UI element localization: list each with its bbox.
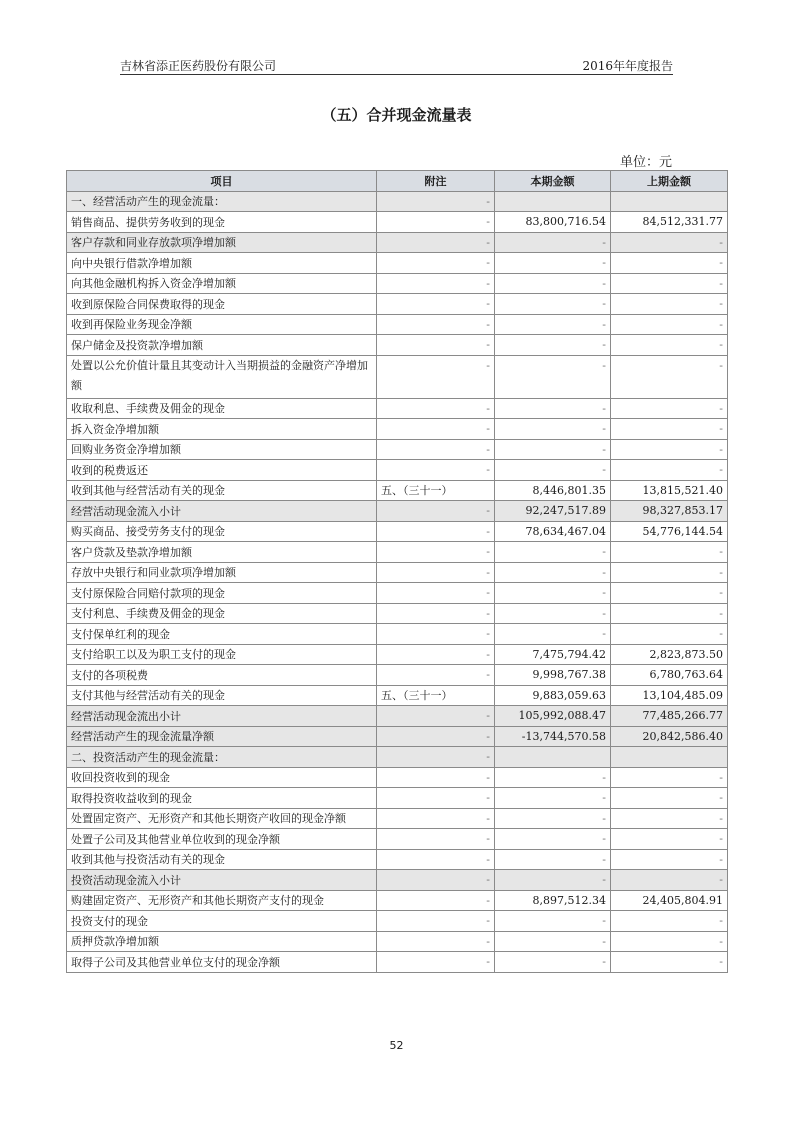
row-note: - bbox=[377, 583, 495, 604]
table-row bbox=[67, 355, 728, 398]
row-previous-amount: - bbox=[611, 542, 728, 563]
table-row bbox=[67, 212, 728, 233]
row-current-amount: 105,992,088.47 bbox=[495, 706, 611, 727]
row-note: - bbox=[377, 706, 495, 727]
table-row bbox=[67, 911, 728, 932]
row-previous-amount: - bbox=[611, 870, 728, 891]
row-previous-amount: - bbox=[611, 335, 728, 356]
row-current-amount: - bbox=[495, 562, 611, 583]
row-current-amount: - bbox=[495, 583, 611, 604]
row-note: - bbox=[377, 335, 495, 356]
table-row bbox=[67, 419, 728, 440]
row-item: 质押贷款净增加额 bbox=[67, 931, 377, 952]
row-previous-amount: 54,776,144.54 bbox=[611, 521, 728, 542]
row-note: - bbox=[377, 767, 495, 788]
table-row bbox=[67, 314, 728, 335]
row-previous-amount: - bbox=[611, 788, 728, 809]
row-current-amount: 8,446,801.35 bbox=[495, 480, 611, 501]
row-previous-amount: - bbox=[611, 355, 728, 398]
col-header-item: 项目 bbox=[67, 171, 377, 192]
row-previous-amount: - bbox=[611, 624, 728, 645]
table-row bbox=[67, 398, 728, 419]
row-item: 收回投资收到的现金 bbox=[67, 767, 377, 788]
row-current-amount: - bbox=[495, 931, 611, 952]
table-row bbox=[67, 232, 728, 253]
row-item: 经营活动现金流入小计 bbox=[67, 501, 377, 522]
row-note: - bbox=[377, 808, 495, 829]
row-item: 回购业务资金净增加额 bbox=[67, 439, 377, 460]
row-item: 收取利息、手续费及佣金的现金 bbox=[67, 398, 377, 419]
row-previous-amount: 13,104,485.09 bbox=[611, 685, 728, 706]
row-item: 支付利息、手续费及佣金的现金 bbox=[67, 603, 377, 624]
table-row bbox=[67, 460, 728, 481]
row-previous-amount: - bbox=[611, 439, 728, 460]
table-row bbox=[67, 603, 728, 624]
row-note: - bbox=[377, 191, 495, 212]
row-note: - bbox=[377, 542, 495, 563]
row-note: - bbox=[377, 232, 495, 253]
table-row bbox=[67, 583, 728, 604]
row-item: 购买商品、接受劳务支付的现金 bbox=[67, 521, 377, 542]
row-current-amount bbox=[495, 191, 611, 212]
row-item: 二、投资活动产生的现金流量： bbox=[67, 747, 377, 768]
row-current-amount: - bbox=[495, 355, 611, 398]
table-header-row bbox=[67, 171, 728, 192]
row-note: - bbox=[377, 501, 495, 522]
row-previous-amount: - bbox=[611, 314, 728, 335]
table-row bbox=[67, 767, 728, 788]
table-row bbox=[67, 890, 728, 911]
table-row bbox=[67, 273, 728, 294]
row-item: 支付其他与经营活动有关的现金 bbox=[67, 685, 377, 706]
row-note: - bbox=[377, 829, 495, 850]
row-previous-amount: 77,485,266.77 bbox=[611, 706, 728, 727]
table-row bbox=[67, 849, 728, 870]
row-note: - bbox=[377, 849, 495, 870]
row-previous-amount: - bbox=[611, 253, 728, 274]
table-row bbox=[67, 808, 728, 829]
table-row bbox=[67, 931, 728, 952]
row-previous-amount: 13,815,521.40 bbox=[611, 480, 728, 501]
row-item: 拆入资金净增加额 bbox=[67, 419, 377, 440]
row-note: - bbox=[377, 355, 495, 398]
row-current-amount: - bbox=[495, 870, 611, 891]
row-current-amount: - bbox=[495, 439, 611, 460]
row-item: 一、经营活动产生的现金流量： bbox=[67, 191, 377, 212]
row-item: 支付保单红利的现金 bbox=[67, 624, 377, 645]
table-row bbox=[67, 829, 728, 850]
row-current-amount: 9,998,767.38 bbox=[495, 665, 611, 686]
row-current-amount bbox=[495, 747, 611, 768]
row-item: 收到其他与经营活动有关的现金 bbox=[67, 480, 377, 501]
row-note: - bbox=[377, 890, 495, 911]
row-note: - bbox=[377, 931, 495, 952]
row-note: - bbox=[377, 398, 495, 419]
row-current-amount: - bbox=[495, 460, 611, 481]
row-note: - bbox=[377, 273, 495, 294]
row-item: 客户存款和同业存放款项净增加额 bbox=[67, 232, 377, 253]
cash-flow-table bbox=[66, 170, 728, 973]
row-item: 收到原保险合同保费取得的现金 bbox=[67, 294, 377, 315]
table-row bbox=[67, 480, 728, 501]
table-row bbox=[67, 521, 728, 542]
unit-label: 单位：元 bbox=[620, 155, 673, 170]
row-current-amount: - bbox=[495, 398, 611, 419]
row-current-amount: - bbox=[495, 232, 611, 253]
row-note: - bbox=[377, 788, 495, 809]
row-item: 向中央银行借款净增加额 bbox=[67, 253, 377, 274]
row-previous-amount bbox=[611, 191, 728, 212]
row-note: - bbox=[377, 870, 495, 891]
company-name: 吉林省添正医药股份有限公司 bbox=[120, 59, 277, 73]
row-item: 投资活动现金流入小计 bbox=[67, 870, 377, 891]
page-title: （五）合并现金流量表 bbox=[321, 106, 472, 124]
row-current-amount: - bbox=[495, 849, 611, 870]
row-note: - bbox=[377, 439, 495, 460]
row-item: 取得投资收益收到的现金 bbox=[67, 788, 377, 809]
row-item: 收到其他与投资活动有关的现金 bbox=[67, 849, 377, 870]
row-previous-amount: - bbox=[611, 294, 728, 315]
row-note: - bbox=[377, 747, 495, 768]
row-note: - bbox=[377, 294, 495, 315]
row-current-amount: 7,475,794.42 bbox=[495, 644, 611, 665]
row-item: 向其他金融机构拆入资金净增加额 bbox=[67, 273, 377, 294]
row-note: - bbox=[377, 624, 495, 645]
row-item: 支付给职工以及为职工支付的现金 bbox=[67, 644, 377, 665]
page-header bbox=[120, 56, 673, 75]
row-note: - bbox=[377, 460, 495, 481]
table-row bbox=[67, 439, 728, 460]
row-note: 五、（三十一） bbox=[377, 480, 495, 501]
row-item: 销售商品、提供劳务收到的现金 bbox=[67, 212, 377, 233]
table-row bbox=[67, 788, 728, 809]
row-current-amount: - bbox=[495, 335, 611, 356]
row-note: 五、（三十一） bbox=[377, 685, 495, 706]
row-note: - bbox=[377, 419, 495, 440]
row-item: 客户贷款及垫款净增加额 bbox=[67, 542, 377, 563]
row-note: - bbox=[377, 911, 495, 932]
row-note: - bbox=[377, 314, 495, 335]
row-note: - bbox=[377, 212, 495, 233]
row-previous-amount: - bbox=[611, 419, 728, 440]
row-previous-amount: - bbox=[611, 562, 728, 583]
row-previous-amount: - bbox=[611, 460, 728, 481]
row-previous-amount: - bbox=[611, 911, 728, 932]
row-note: - bbox=[377, 726, 495, 747]
row-previous-amount: - bbox=[611, 829, 728, 850]
row-note: - bbox=[377, 603, 495, 624]
table-row bbox=[67, 952, 728, 973]
row-previous-amount: - bbox=[611, 603, 728, 624]
table-row bbox=[67, 644, 728, 665]
table-row bbox=[67, 870, 728, 891]
col-header-note: 附注 bbox=[377, 171, 495, 192]
row-current-amount: 83,800,716.54 bbox=[495, 212, 611, 233]
row-item: 经营活动现金流出小计 bbox=[67, 706, 377, 727]
row-item: 保户储金及投资款净增加额 bbox=[67, 335, 377, 356]
table-row bbox=[67, 685, 728, 706]
col-header-current: 本期金额 bbox=[495, 171, 611, 192]
row-current-amount: - bbox=[495, 542, 611, 563]
row-current-amount: 9,883,059.63 bbox=[495, 685, 611, 706]
row-current-amount: - bbox=[495, 624, 611, 645]
row-current-amount: - bbox=[495, 603, 611, 624]
row-item: 存放中央银行和同业款项净增加额 bbox=[67, 562, 377, 583]
row-item: 支付的各项税费 bbox=[67, 665, 377, 686]
row-previous-amount: - bbox=[611, 398, 728, 419]
row-previous-amount bbox=[611, 747, 728, 768]
page-number: 52 bbox=[389, 1039, 404, 1052]
report-name: 2016年年度报告 bbox=[582, 59, 673, 73]
table-row bbox=[67, 335, 728, 356]
row-previous-amount: - bbox=[611, 849, 728, 870]
row-current-amount: - bbox=[495, 911, 611, 932]
table-row bbox=[67, 747, 728, 768]
row-item: 支付原保险合同赔付款项的现金 bbox=[67, 583, 377, 604]
row-previous-amount: 84,512,331.77 bbox=[611, 212, 728, 233]
row-note: - bbox=[377, 952, 495, 973]
table-row bbox=[67, 726, 728, 747]
row-previous-amount: - bbox=[611, 232, 728, 253]
row-previous-amount: 24,405,804.91 bbox=[611, 890, 728, 911]
table-row bbox=[67, 253, 728, 274]
row-current-amount: - bbox=[495, 829, 611, 850]
row-current-amount: 8,897,512.34 bbox=[495, 890, 611, 911]
table-row bbox=[67, 501, 728, 522]
row-note: - bbox=[377, 644, 495, 665]
row-item: 投资支付的现金 bbox=[67, 911, 377, 932]
table-row bbox=[67, 665, 728, 686]
row-previous-amount: - bbox=[611, 767, 728, 788]
row-previous-amount: - bbox=[611, 583, 728, 604]
table-row bbox=[67, 191, 728, 212]
row-current-amount: 92,247,517.89 bbox=[495, 501, 611, 522]
row-current-amount: - bbox=[495, 314, 611, 335]
row-previous-amount: - bbox=[611, 273, 728, 294]
table-row bbox=[67, 706, 728, 727]
table-row bbox=[67, 562, 728, 583]
row-current-amount: - bbox=[495, 808, 611, 829]
row-item: 购建固定资产、无形资产和其他长期资产支付的现金 bbox=[67, 890, 377, 911]
row-current-amount: - bbox=[495, 767, 611, 788]
row-item: 收到再保险业务现金净额 bbox=[67, 314, 377, 335]
row-item: 取得子公司及其他营业单位支付的现金净额 bbox=[67, 952, 377, 973]
row-previous-amount: - bbox=[611, 952, 728, 973]
row-previous-amount: 2,823,873.50 bbox=[611, 644, 728, 665]
col-header-previous: 上期金额 bbox=[611, 171, 728, 192]
row-previous-amount: 20,842,586.40 bbox=[611, 726, 728, 747]
row-note: - bbox=[377, 665, 495, 686]
row-previous-amount: - bbox=[611, 808, 728, 829]
row-current-amount: 78,634,467.04 bbox=[495, 521, 611, 542]
row-item: 处置以公允价值计量且其变动计入当期损益的金融资产净增加额 bbox=[67, 355, 377, 398]
table-row bbox=[67, 294, 728, 315]
row-current-amount: - bbox=[495, 273, 611, 294]
table-row bbox=[67, 542, 728, 563]
row-item: 经营活动产生的现金流量净额 bbox=[67, 726, 377, 747]
row-item: 处置子公司及其他营业单位收到的现金净额 bbox=[67, 829, 377, 850]
row-previous-amount: - bbox=[611, 931, 728, 952]
row-current-amount: - bbox=[495, 253, 611, 274]
row-note: - bbox=[377, 562, 495, 583]
row-current-amount: -13,744,570.58 bbox=[495, 726, 611, 747]
row-current-amount: - bbox=[495, 294, 611, 315]
row-current-amount: - bbox=[495, 788, 611, 809]
row-previous-amount: 6,780,763.64 bbox=[611, 665, 728, 686]
row-current-amount: - bbox=[495, 952, 611, 973]
row-note: - bbox=[377, 253, 495, 274]
row-item: 处置固定资产、无形资产和其他长期资产收回的现金净额 bbox=[67, 808, 377, 829]
row-current-amount: - bbox=[495, 419, 611, 440]
table-row bbox=[67, 624, 728, 645]
row-note: - bbox=[377, 521, 495, 542]
row-previous-amount: 98,327,853.17 bbox=[611, 501, 728, 522]
row-item: 收到的税费返还 bbox=[67, 460, 377, 481]
